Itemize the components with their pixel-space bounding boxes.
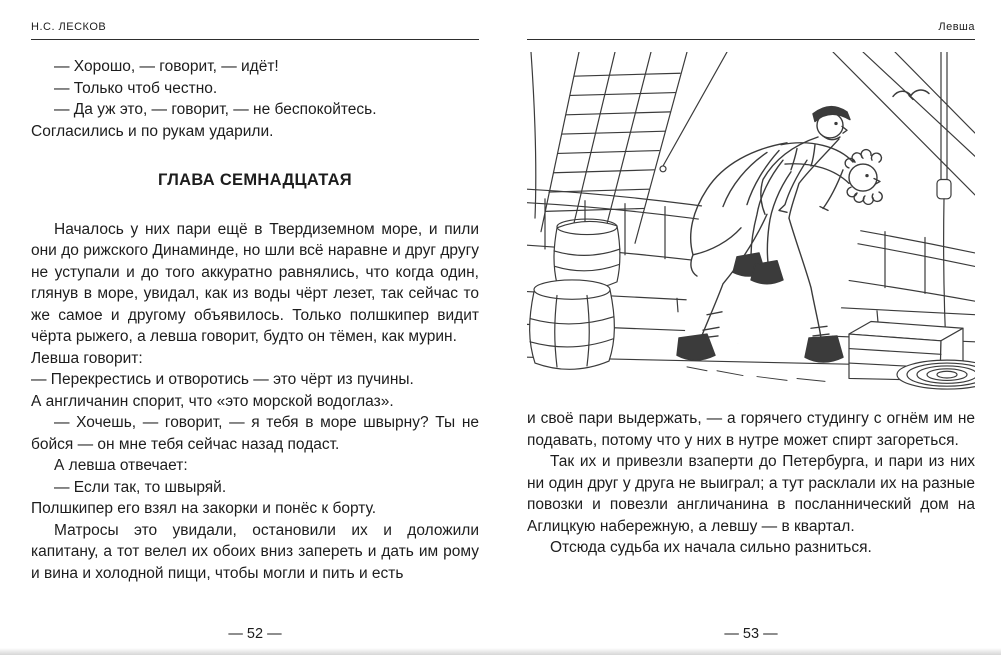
barrels xyxy=(530,219,620,369)
seagull xyxy=(893,90,929,99)
paragraph: — Хорошо, — говорит, — идёт! xyxy=(54,58,279,75)
paragraph: — Хочешь, — говорит, — я тебя в море швырну? Ты не бойся — он мне тебя сейчас назад подаст. xyxy=(31,414,479,453)
paragraph: — Только чтоб честно. xyxy=(54,79,218,97)
paragraph: и своё пари выдержать, — а горячего студингу с огнём им не подавать, потому что у них в нутре может спирт загореться. xyxy=(527,410,975,449)
paragraph: Матросы это увидали, остановили их и доложили капитану, а тот велел их обоих вниз запереть и дать им рому и вина и холодной пищи, чтобы могли и пить и есть xyxy=(31,521,479,582)
paragraph: Левша говорит: xyxy=(31,349,143,367)
paragraph: — Перекрестись и отворотись — это чёрт из пучины. xyxy=(31,371,414,388)
chapter-title: ГЛАВА СЕМНАДЦАТАЯ xyxy=(158,171,352,189)
running-head-author: Н.С. ЛЕСКОВ xyxy=(31,21,107,33)
book-illustration xyxy=(527,52,975,392)
figures-piggyback xyxy=(677,104,882,362)
paragraph: — Если так, то швыряй. xyxy=(54,478,227,496)
header-rule xyxy=(31,39,479,40)
page-edge-shadow xyxy=(0,648,1001,655)
paragraph: Полшкипер его взял на закорки и понёс к борту. xyxy=(31,500,377,517)
page-number-left: — 52 — xyxy=(228,626,282,642)
paragraph: А англичанин спорит, что «это морской водоглаз». xyxy=(31,392,394,410)
paragraph: Так их и привезли взаперти до Петербурга, и пари из них ни один друг у друга не выиграл; а тут расклали их на разные повозки и повезли англичанина в посланнический дом на Аглицкую набережную, а левшу — в квартал. xyxy=(527,453,975,535)
page-left-body xyxy=(31,56,479,584)
header-rule xyxy=(527,39,975,40)
paragraph: А левша отвечает: xyxy=(54,457,188,474)
paragraph: Согласились и по рукам ударили. xyxy=(31,122,274,140)
paragraph: Отсюда судьба их начала сильно разниться. xyxy=(550,539,872,556)
page-right xyxy=(527,0,975,655)
page-right-body xyxy=(527,408,975,559)
page-number-right: — 53 — xyxy=(724,626,778,642)
paragraph: — Да уж это, — говорит, — не беспокойтесь. xyxy=(54,101,377,118)
page-left xyxy=(31,0,479,655)
paragraph: Началось у них пари ещё в Твердиземном море, и пили они до рижского Динаминде, но шли всё наравне и друг другу не уступали и до того аккуратно равнялись, что когда один, глянув в море, увидал, как из воды чёрт лезет, так сейчас то же самое и другому объявилось. Только полшкипер видит чёрта рыжего, а левша говорит, будто он тёмен, как мурин. xyxy=(31,220,479,345)
running-head-title: Левша xyxy=(938,21,975,33)
deck-shading xyxy=(687,367,825,381)
illustration-ship-deck-scene xyxy=(527,52,975,392)
